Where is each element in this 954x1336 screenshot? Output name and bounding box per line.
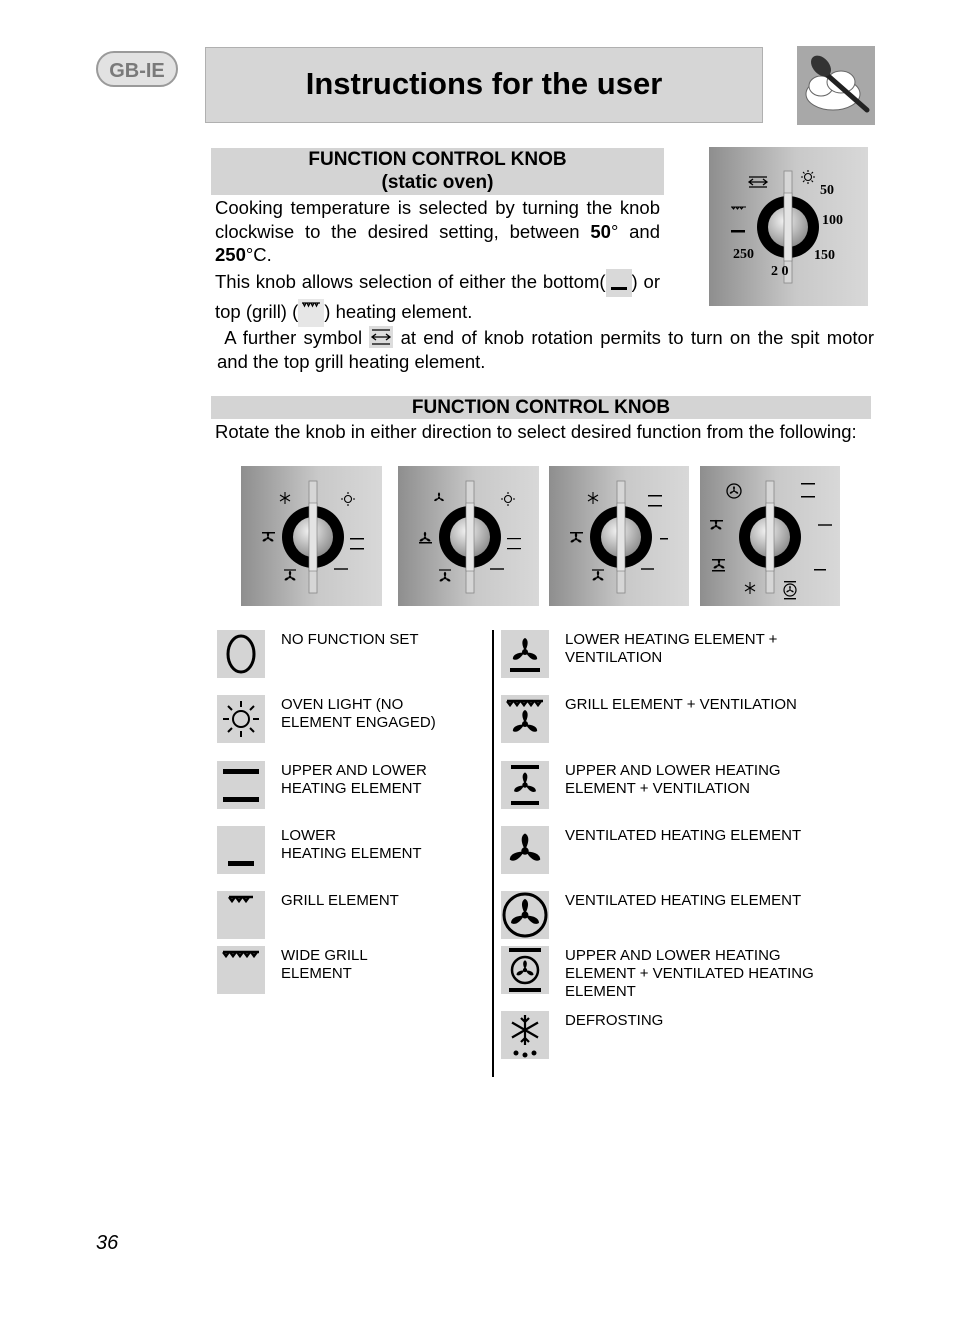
no-function-icon — [217, 630, 265, 678]
p3-text-2: at end of knob rotation permits to turn on the spit motor and the top grill heating element. — [217, 327, 874, 372]
element-paragraph — [215, 267, 660, 327]
region-badge: GB-IE — [96, 51, 178, 87]
p2-text-3: ) heating element. — [324, 301, 473, 323]
legend-label: LOWER HEATING ELEMENT — [281, 827, 422, 862]
legend-label: GRILL ELEMENT — [281, 892, 399, 909]
lower-element-fan-icon — [501, 630, 549, 678]
page-title: Instructions for the user — [205, 47, 763, 123]
dial-label-100: 100 — [822, 213, 843, 228]
legend-label: GRILL ELEMENT + VENTILATION — [565, 696, 797, 713]
function-knob-3 — [549, 466, 689, 606]
legend-divider — [492, 630, 494, 1077]
function-knob-2 — [398, 466, 539, 606]
page-number: 36 — [96, 1232, 119, 1254]
legend-label: UPPER AND LOWER HEATING ELEMENT + VENTILATION — [565, 762, 781, 797]
wide-grill-icon — [217, 946, 265, 994]
legend-label: DEFROSTING — [565, 1012, 664, 1029]
grill-inline-icon — [298, 299, 324, 327]
legend-label: UPPER AND LOWER HEATING ELEMENT + VENTILATED HEATING ELEMENT — [565, 947, 814, 1000]
legend-label: LOWER HEATING ELEMENT + VENTILATION — [565, 631, 778, 666]
p1-text-3: °C. — [245, 244, 272, 265]
lower-element-inline-icon — [606, 269, 632, 297]
function-knob-4 — [700, 466, 840, 606]
function-knob-1 — [241, 466, 382, 606]
legend-label: UPPER AND LOWER HEATING ELEMENT — [281, 762, 427, 797]
dial-label-50: 50 — [820, 183, 834, 198]
defrost-icon — [501, 1011, 549, 1059]
circular-fan-icon — [501, 891, 549, 939]
heading-line-2: (static oven) — [381, 172, 494, 193]
chef-logo — [797, 46, 875, 125]
p3-text: A further symbol — [224, 327, 363, 348]
function-knob-heading: FUNCTION CONTROL KNOB — [211, 396, 871, 419]
legend-label: OVEN LIGHT (NO ELEMENT ENGAGED) — [281, 696, 436, 731]
oven-light-icon — [217, 695, 265, 743]
spit-paragraph — [217, 326, 874, 373]
upper-lower-fan-icon — [501, 761, 549, 809]
spit-inline-icon — [369, 326, 393, 348]
lower-element-icon — [217, 826, 265, 874]
dial-label-250: 250 — [733, 247, 754, 262]
dial-label-150: 150 — [814, 248, 835, 263]
static-oven-dial — [709, 147, 868, 306]
p2-text: This knob allows selection of either the bottom( — [215, 271, 606, 292]
p2-text-2: ) or top (grill) ( — [215, 271, 661, 323]
fan-icon — [501, 826, 549, 874]
p1-max-temp: 250 — [215, 244, 246, 265]
legend-label: VENTILATED HEATING ELEMENT — [565, 827, 802, 844]
static-knob-heading — [211, 148, 664, 195]
upper-lower-circular-fan-icon — [501, 946, 549, 994]
legend-label: WIDE GRILL ELEMENT — [281, 947, 368, 982]
grill-fan-icon — [501, 695, 549, 743]
temperature-paragraph — [215, 196, 660, 267]
p1-text-2: ° and — [610, 220, 660, 242]
heading-line-1: FUNCTION CONTROL KNOB — [308, 149, 567, 170]
p1-text: Cooking temperature is selected by turning the knob clockwise to the desired setting, between — [215, 197, 660, 242]
legend-label: NO FUNCTION SET — [281, 631, 419, 648]
grill-element-icon — [217, 891, 265, 939]
p1-min-temp: 50 — [590, 220, 611, 242]
dial-label-200: 2 0 — [771, 264, 789, 279]
legend-label: VENTILATED HEATING ELEMENT — [565, 892, 802, 909]
function-intro: Rotate the knob in either direction to select desired function from the following: — [215, 421, 857, 442]
upper-lower-element-icon — [217, 761, 265, 809]
